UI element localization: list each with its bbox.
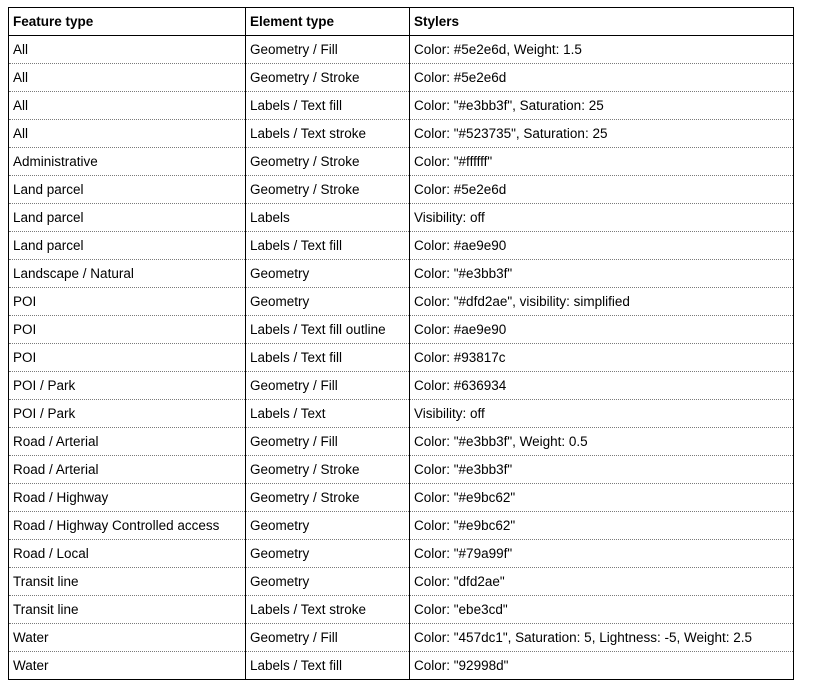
- cell-element-type: Labels: [246, 204, 410, 232]
- cell-feature-type: All: [9, 120, 246, 148]
- header-row: [9, 8, 794, 36]
- cell-feature-type: Road / Highway Controlled access: [9, 512, 246, 540]
- cell-stylers: Color: "ebe3cd": [410, 596, 794, 624]
- cell-feature-type: Land parcel: [9, 176, 246, 204]
- cell-feature-type: Road / Arterial: [9, 456, 246, 484]
- header-element-type: Element type: [246, 8, 410, 36]
- cell-stylers: Color: "#e3bb3f", Saturation: 25: [410, 92, 794, 120]
- cell-stylers: Color: #5e2e6d: [410, 64, 794, 92]
- cell-element-type: Geometry / Stroke: [246, 148, 410, 176]
- cell-feature-type: All: [9, 92, 246, 120]
- cell-feature-type: Transit line: [9, 596, 246, 624]
- table-row: [9, 652, 794, 680]
- cell-feature-type: POI / Park: [9, 400, 246, 428]
- cell-feature-type: POI: [9, 288, 246, 316]
- cell-element-type: Labels / Text stroke: [246, 596, 410, 624]
- cell-stylers: Color: "dfd2ae": [410, 568, 794, 596]
- cell-element-type: Geometry / Stroke: [246, 484, 410, 512]
- table-row: [9, 344, 794, 372]
- cell-feature-type: Water: [9, 652, 246, 680]
- cell-element-type: Geometry / Fill: [246, 428, 410, 456]
- cell-element-type: Labels / Text fill outline: [246, 316, 410, 344]
- cell-feature-type: Landscape / Natural: [9, 260, 246, 288]
- cell-stylers: Color: "#e3bb3f": [410, 260, 794, 288]
- cell-element-type: Geometry: [246, 540, 410, 568]
- cell-feature-type: Road / Arterial: [9, 428, 246, 456]
- table-row: [9, 596, 794, 624]
- cell-element-type: Geometry / Stroke: [246, 64, 410, 92]
- table-row: [9, 204, 794, 232]
- table-row: [9, 540, 794, 568]
- cell-element-type: Labels / Text stroke: [246, 120, 410, 148]
- cell-feature-type: Transit line: [9, 568, 246, 596]
- table-row: [9, 400, 794, 428]
- cell-element-type: Labels / Text fill: [246, 344, 410, 372]
- map-style-table: [8, 7, 794, 680]
- table-row: [9, 232, 794, 260]
- table-row: [9, 288, 794, 316]
- map-style-table-container: [8, 7, 794, 680]
- cell-stylers: Color: #5e2e6d, Weight: 1.5: [410, 36, 794, 64]
- cell-stylers: Color: "#e3bb3f": [410, 456, 794, 484]
- cell-element-type: Geometry / Fill: [246, 624, 410, 652]
- cell-element-type: Labels / Text fill: [246, 652, 410, 680]
- cell-stylers: Color: "92998d": [410, 652, 794, 680]
- table-body: [9, 36, 794, 680]
- cell-feature-type: POI / Park: [9, 372, 246, 400]
- cell-element-type: Geometry: [246, 568, 410, 596]
- header-stylers: Stylers: [410, 8, 794, 36]
- table-row: [9, 260, 794, 288]
- cell-element-type: Labels / Text fill: [246, 92, 410, 120]
- cell-stylers: Visibility: off: [410, 400, 794, 428]
- cell-element-type: Geometry: [246, 260, 410, 288]
- cell-element-type: Labels / Text: [246, 400, 410, 428]
- cell-element-type: Labels / Text fill: [246, 232, 410, 260]
- cell-element-type: Geometry / Stroke: [246, 176, 410, 204]
- cell-stylers: Color: "#523735", Saturation: 25: [410, 120, 794, 148]
- cell-feature-type: Road / Highway: [9, 484, 246, 512]
- cell-feature-type: POI: [9, 316, 246, 344]
- cell-feature-type: Road / Local: [9, 540, 246, 568]
- cell-element-type: Geometry / Fill: [246, 36, 410, 64]
- table-row: [9, 484, 794, 512]
- cell-stylers: Color: #636934: [410, 372, 794, 400]
- cell-stylers: Color: "#e9bc62": [410, 512, 794, 540]
- header-feature-type: Feature type: [9, 8, 246, 36]
- table-row: [9, 316, 794, 344]
- cell-stylers: Color: "#dfd2ae", visibility: simplified: [410, 288, 794, 316]
- cell-stylers: Color: "#ffffff": [410, 148, 794, 176]
- cell-feature-type: Administrative: [9, 148, 246, 176]
- cell-stylers: Visibility: off: [410, 204, 794, 232]
- cell-feature-type: All: [9, 64, 246, 92]
- cell-element-type: Geometry: [246, 288, 410, 316]
- table-row: [9, 568, 794, 596]
- table-row: [9, 120, 794, 148]
- cell-stylers: Color: "#e3bb3f", Weight: 0.5: [410, 428, 794, 456]
- cell-feature-type: Land parcel: [9, 204, 246, 232]
- cell-feature-type: All: [9, 36, 246, 64]
- table-row: [9, 36, 794, 64]
- table-row: [9, 92, 794, 120]
- cell-feature-type: Land parcel: [9, 232, 246, 260]
- table-row: [9, 176, 794, 204]
- cell-stylers: Color: #ae9e90: [410, 316, 794, 344]
- cell-element-type: Geometry / Fill: [246, 372, 410, 400]
- cell-element-type: Geometry / Stroke: [246, 456, 410, 484]
- cell-stylers: Color: "#79a99f": [410, 540, 794, 568]
- table-row: [9, 148, 794, 176]
- cell-element-type: Geometry: [246, 512, 410, 540]
- cell-stylers: Color: #ae9e90: [410, 232, 794, 260]
- table-row: [9, 512, 794, 540]
- table-row: [9, 372, 794, 400]
- cell-stylers: Color: "457dc1", Saturation: 5, Lightness: -5, Weight: 2.5: [410, 624, 794, 652]
- cell-stylers: Color: #93817c: [410, 344, 794, 372]
- table-row: [9, 456, 794, 484]
- cell-stylers: Color: "#e9bc62": [410, 484, 794, 512]
- cell-feature-type: Water: [9, 624, 246, 652]
- table-row: [9, 64, 794, 92]
- table-row: [9, 428, 794, 456]
- cell-feature-type: POI: [9, 344, 246, 372]
- cell-stylers: Color: #5e2e6d: [410, 176, 794, 204]
- table-row: [9, 624, 794, 652]
